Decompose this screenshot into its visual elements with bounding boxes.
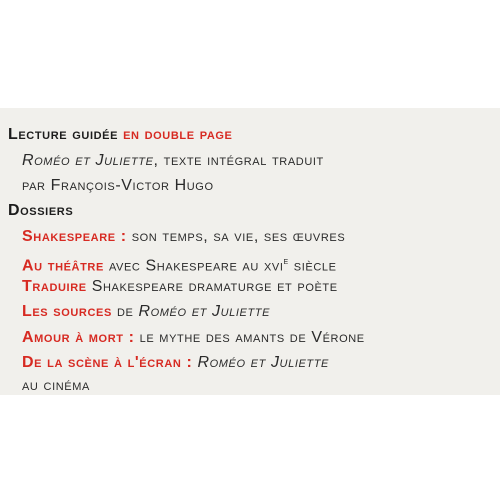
- lecture-line-2: [22, 176, 214, 196]
- lecture-line-1-rest: , texte intégral traduit: [153, 152, 324, 169]
- lecture-title: Roméo et Juliette: [22, 152, 154, 169]
- dossier-item-amour: [22, 328, 365, 348]
- dossier-item-title: Shakespeare :: [22, 228, 127, 245]
- dossier-item-text: avec Shakespeare au xvi: [108, 257, 284, 275]
- dossier-item-text: Shakespeare dramaturge et poète: [91, 278, 338, 295]
- dossier-item-title: Au théâtre: [22, 257, 104, 275]
- lecture-translator: par François-Victor Hugo: [22, 177, 214, 194]
- lecture-line-1: [22, 151, 324, 171]
- dossier-item-title: Les sources: [22, 303, 112, 320]
- dossier-item-text: de: [116, 303, 139, 320]
- dossier-item-text: au cinéma: [22, 377, 90, 394]
- lecture-heading-highlight: en double page: [123, 126, 233, 143]
- dossier-item-superscript: e: [283, 256, 289, 267]
- dossier-item-sources: [22, 302, 270, 322]
- dossier-item-title: Traduire: [22, 278, 87, 295]
- dossier-item-traduire: [22, 277, 338, 297]
- dossiers-heading-label: Dossiers: [8, 202, 74, 219]
- dossier-item-text-end: siècle: [288, 257, 337, 275]
- lecture-heading: [8, 125, 232, 145]
- dossiers-heading: [8, 201, 73, 221]
- lecture-heading-label: Lecture guidée: [8, 126, 119, 143]
- dossier-item-theatre: [22, 252, 337, 276]
- dossier-item-text: son temps, sa vie, ses œuvres: [131, 228, 346, 245]
- dossier-item-work-title: Roméo et Juliette: [138, 303, 271, 320]
- dossier-item-shakespeare: [22, 227, 345, 247]
- dossier-item-title: Amour à mort :: [22, 329, 135, 346]
- dossier-item-ecran: [22, 353, 329, 373]
- dossier-item-ecran-continued: [22, 376, 90, 396]
- dossier-item-text: le mythe des amants de Vérone: [139, 329, 365, 346]
- dossier-item-title: De la scène à l'écran :: [22, 354, 193, 371]
- dossier-item-work-title: Roméo et Juliette: [197, 354, 329, 371]
